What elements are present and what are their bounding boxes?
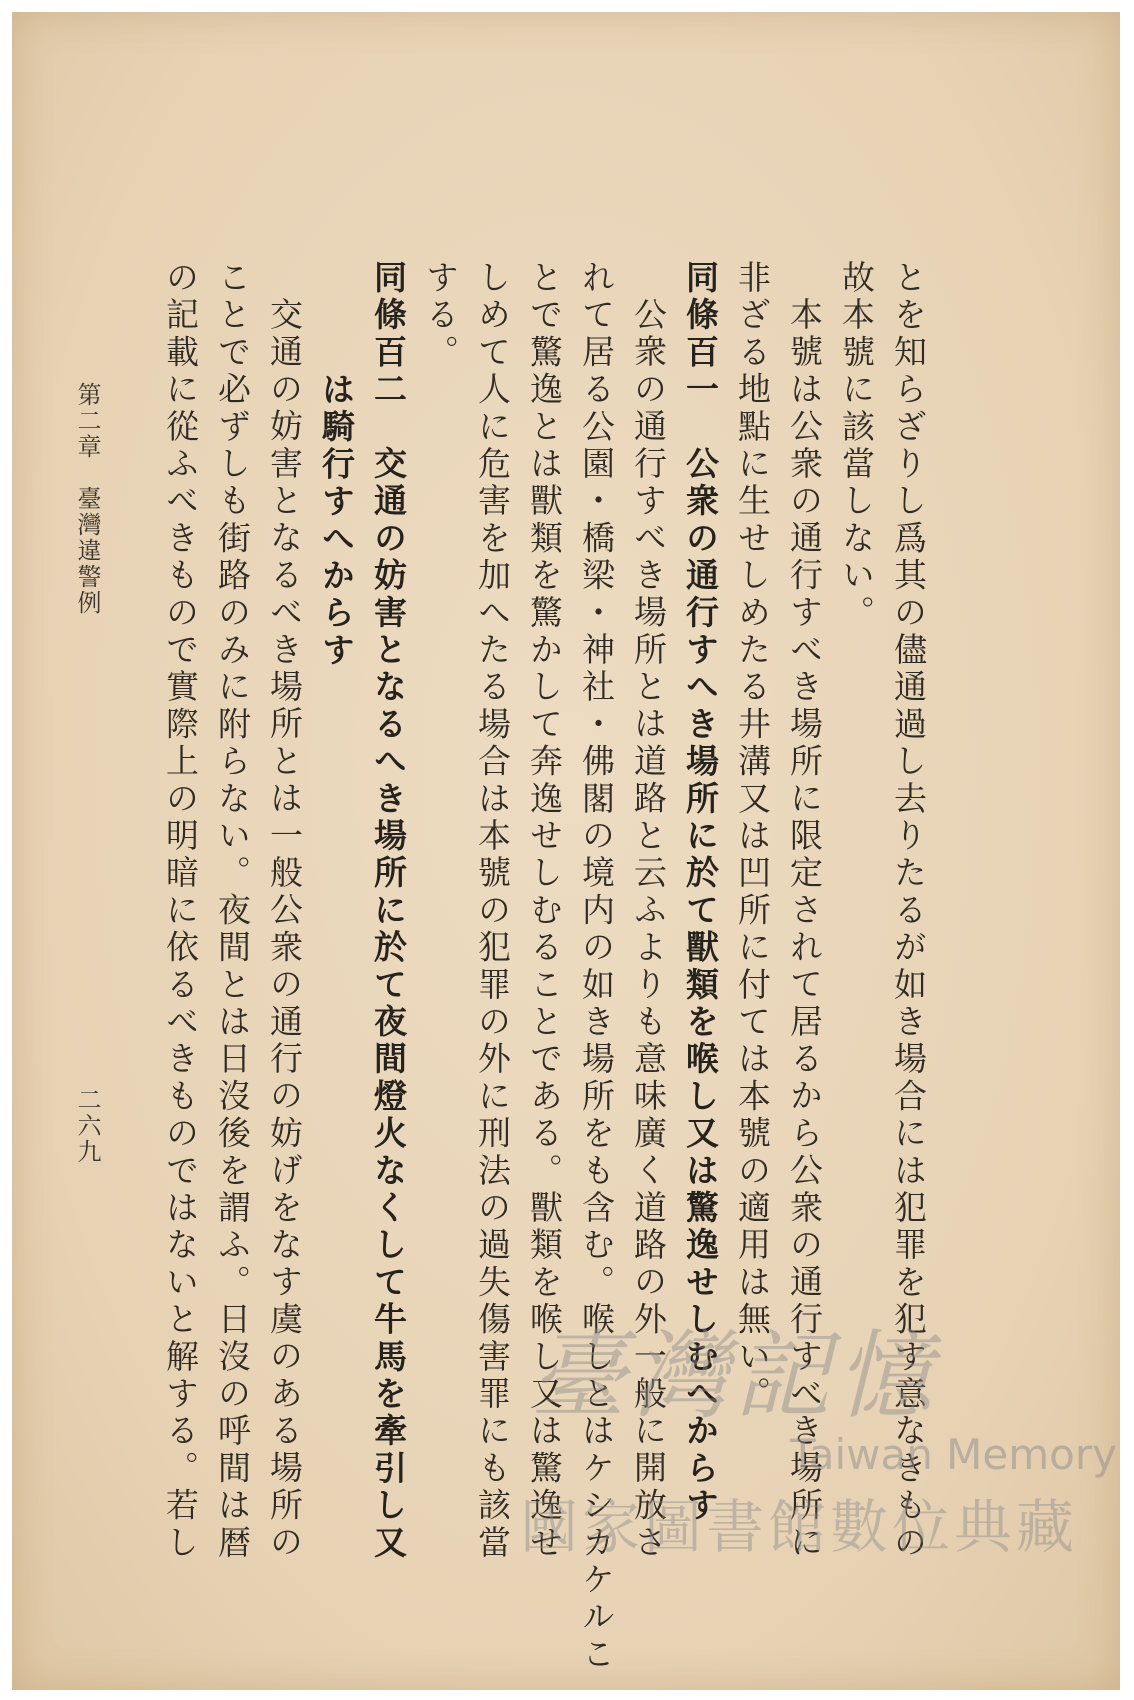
text-column: しめて人に危害を加へたる場合は本號の犯罪の外に刑法の過失傷害罪にも該當 bbox=[473, 260, 512, 1562]
page-number: 二六九 bbox=[73, 1087, 101, 1165]
text-column: する。 bbox=[421, 260, 460, 372]
text-column: とを知らざりし爲其の儘通過し去りたるが如き場合には犯罪を犯す意なきもの bbox=[889, 260, 928, 1562]
watermark-chinese: 國家圖書館數位典藏 bbox=[520, 1493, 1079, 1561]
text-column: 本號は公衆の通行すべき場所に限定されて居るから公衆の通行すべき場所に bbox=[785, 297, 824, 1562]
text-column: れて居る公園・橋梁・神社・佛閣の境内の如き場所をも含む。喉しとはケシカケルこ bbox=[577, 260, 616, 1674]
text-column: 故本號に該當しない。 bbox=[837, 260, 876, 632]
document-page bbox=[12, 12, 1120, 1690]
chapter-footer: 第二章 臺灣違警例 bbox=[73, 382, 101, 616]
text-column: の記載に從ふべきもので實際上の明暗に依るべきものではないと解する。若し bbox=[161, 260, 200, 1562]
article-heading: は騎行すへからす bbox=[317, 371, 356, 670]
watermark-english: Taiwan Memory bbox=[790, 1430, 1117, 1479]
text-column: 交通の妨害となるべき場所とは一般公衆の通行の妨げをなす虞のある場所の bbox=[265, 297, 304, 1562]
watermark-logo: 臺灣記憶 bbox=[530, 1320, 938, 1432]
text-column: とで驚逸とは獸類を驚かして奔逸せしむることである。獸類を喉し又は驚逸せ bbox=[525, 260, 564, 1562]
text-column: 公衆の通行すべき場所とは道路と云ふよりも意味廣く道路の外一般に開放さ bbox=[629, 297, 668, 1562]
text-column: ことで必ずしも街路のみに附らない。夜間とは日沒後を謂ふ。日沒の呼間は暦 bbox=[213, 260, 252, 1562]
article-heading: 同條百二 交通の妨害となるへき場所に於て夜間燈火なくして牛馬を牽引し又 bbox=[369, 260, 408, 1562]
text-column: 非ざる地點に生せしめたる井溝又は凹所に付ては本號の適用は無い。 bbox=[733, 260, 772, 1414]
article-heading: 同條百一 公衆の通行すへき場所に於て獸類を喉し又は驚逸せしむへからす bbox=[681, 260, 720, 1525]
